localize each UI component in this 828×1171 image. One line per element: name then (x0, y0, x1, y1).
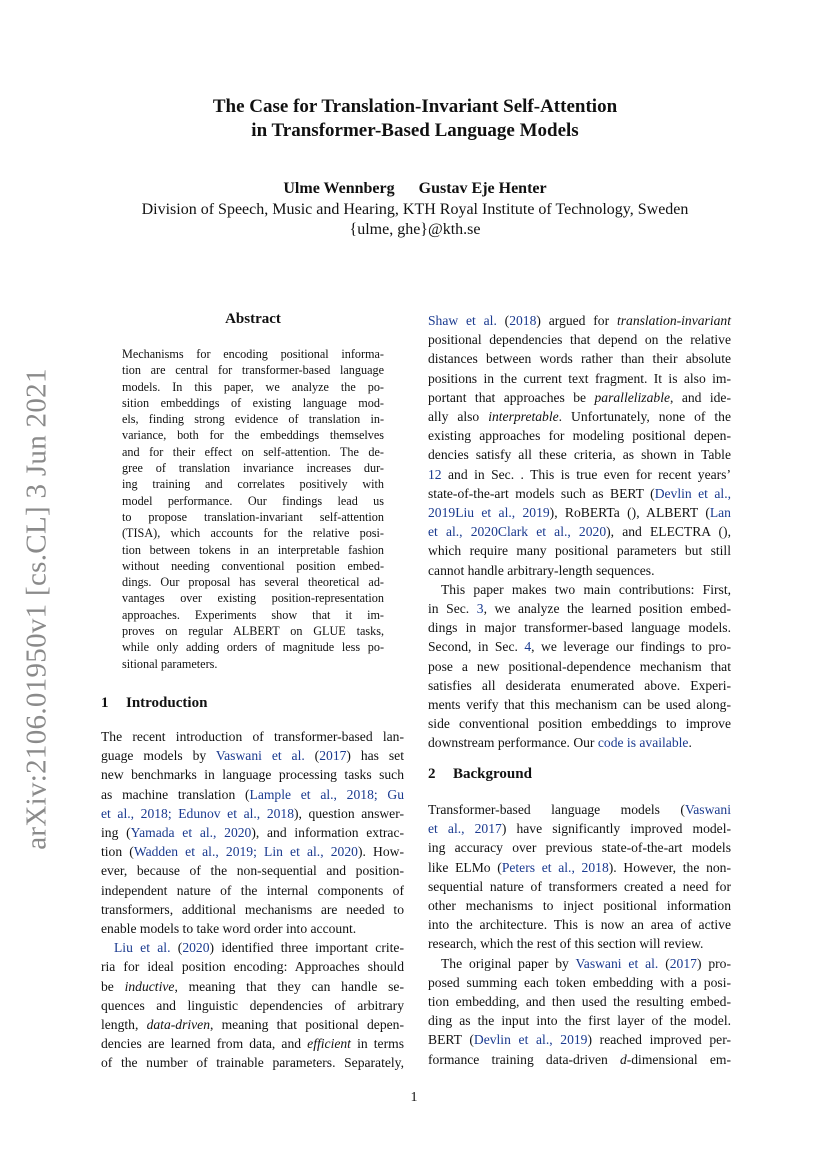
text-line (101, 1053, 404, 1072)
text-line (101, 881, 404, 900)
text-span: of the number of trainable parameters. Separately, (101, 1055, 404, 1071)
text-line (101, 746, 404, 765)
text-line (428, 992, 731, 1011)
text-line (428, 1011, 731, 1030)
text-line (428, 561, 731, 580)
abstract-line: tion between tokens in an interpretable fashion (122, 542, 384, 557)
text-line (428, 954, 731, 973)
text-line (428, 580, 731, 599)
text-span: ), question answer- (294, 805, 405, 821)
text-span: The recent introduction of transformer-based lan- (101, 729, 404, 744)
text-span: research, which the rest of this section will review. (428, 936, 704, 952)
title-line-1: The Case for Translation-Invariant Self-Attention (212, 96, 618, 117)
emphasis-text: inductive (124, 978, 175, 994)
citation-link[interactable]: Vaswani et al. (215, 748, 305, 764)
text-span: in Sec. (428, 601, 477, 617)
introduction-text-continued (428, 311, 731, 753)
text-span: . This is true even for recent years’ (520, 466, 731, 482)
text-line (428, 838, 731, 857)
text-span: tion embedding, and then used the resulting embed- (428, 994, 731, 1010)
text-line (428, 465, 731, 484)
abstract-line: vantages over existing position-representation (122, 591, 384, 606)
text-span: formance training data-driven (428, 1051, 620, 1067)
text-span: sequential nature of transformers created a need for (428, 878, 731, 894)
text-span: , we leverage our findings to pro- (531, 639, 731, 655)
citation-link[interactable]: 2 (434, 466, 442, 482)
abstract-line: dings. Our proposal has several theoretical ad- (122, 575, 384, 590)
text-span: ments verify that this mechanism can be used along- (428, 697, 731, 713)
text-span: . (688, 735, 692, 751)
text-span: , we analyze the learned position embed- (483, 601, 731, 617)
text-span: The original paper by (441, 955, 576, 971)
text-span: and in Sec. (441, 466, 521, 482)
text-line (428, 819, 731, 838)
text-line (428, 637, 731, 656)
text-span: other mechanisms to inject positional information (428, 898, 731, 914)
text-line (428, 1050, 731, 1069)
text-span: in terms (350, 1036, 404, 1052)
text-span: positional dependencies that depend on the relative (428, 332, 731, 348)
text-line (428, 330, 731, 349)
text-line (428, 503, 731, 522)
citation-link[interactable]: 2017 (319, 748, 347, 764)
text-span: side conventional position embeddings to improve (428, 716, 731, 732)
text-line (428, 695, 731, 714)
text-span: ( (170, 940, 183, 956)
section-1-heading (101, 695, 207, 712)
text-span: ( (496, 313, 510, 328)
text-span: ), (723, 524, 731, 540)
text-span: satisfies all desiderata enumerated above. Experi- (428, 677, 731, 693)
text-span: ria for ideal position encoding: Approaches should (101, 959, 404, 975)
emphasis-text: translation-invariant (616, 313, 731, 328)
citation-link[interactable]: Devlin et al., 2019 (473, 1032, 588, 1048)
text-span: length, (101, 1017, 147, 1033)
text-span: downstream performance. Our (428, 735, 598, 751)
abstract-line: and for their effect on self-attention. The de- (122, 444, 384, 459)
citation-link[interactable]: 4 (524, 639, 532, 655)
text-line (101, 785, 404, 804)
text-span: quences and linguistic dependencies of arbitrary (101, 997, 404, 1013)
citation-link[interactable]: Liu et al., 2019 (455, 505, 550, 521)
title-line-2: in Transformer-Based Language Models (251, 120, 579, 141)
text-span: like ELMo ( (428, 859, 502, 875)
text-line (428, 349, 731, 368)
text-span: ing accuracy over previous state-of-the-art models (428, 840, 731, 856)
text-span: ), ALBERT ( (631, 505, 710, 521)
text-span: as machine translation ( (101, 786, 250, 802)
text-span: ( (658, 955, 670, 971)
text-span: be (101, 978, 125, 994)
abstract-line: sitional parameters. (122, 656, 218, 671)
citation-link[interactable]: Clark et al., 2020 (497, 524, 607, 540)
abstract-line: without needing conventional position embed- (122, 558, 384, 573)
text-span: enable models to take word order into account. (101, 921, 357, 937)
citation-link[interactable]: 1 (428, 466, 435, 482)
text-span: new benchmarks in language processing tasks such (101, 767, 404, 783)
text-span: BERT ( (428, 1032, 474, 1048)
authors: Ulme Wennberg Gustav Eje Henter (283, 180, 547, 197)
citation-link[interactable]: Devlin et al., (654, 485, 732, 501)
text-span: , meaning that positional depen- (210, 1017, 404, 1033)
abstract-line: Mechanisms for encoding positional informa- (122, 347, 384, 361)
abstract-line: while only adding orders of magnitude less po- (122, 640, 384, 655)
emphasis-text: interpretable (488, 409, 559, 425)
text-span: ) pro- (696, 955, 731, 971)
text-span: ally also (428, 409, 489, 425)
citation-link[interactable]: Lan (709, 505, 731, 521)
abstract-line: sition embeddings of existing language mod- (122, 395, 384, 410)
text-line (428, 973, 731, 992)
text-line (428, 657, 731, 676)
text-line (101, 842, 404, 861)
text-line (101, 919, 404, 938)
text-line (428, 445, 731, 464)
text-line (428, 541, 731, 560)
text-span: ), and information extrac- (251, 825, 405, 841)
citation-link[interactable]: 2019 (428, 505, 456, 521)
section-number: 2 (428, 766, 436, 782)
text-span: Second, in Sec. (428, 639, 525, 655)
text-span: ) has set (346, 748, 404, 764)
citation-link[interactable]: et al., 2017 (428, 821, 502, 837)
text-span: ), RoBERTa ( (549, 505, 632, 521)
text-span: ever, because of the non-sequential and position- (101, 863, 404, 879)
text-line (428, 484, 731, 503)
text-span: ) have significantly improved model- (501, 821, 732, 837)
text-span: dings in major transformer-based language models. (428, 620, 731, 636)
abstract-line: approaches. Experiments show that it im- (122, 607, 384, 622)
abstract-line: proves on regular ALBERT on GLUE tasks, (122, 624, 384, 639)
abstract-line: gree of translation invariance increases dur- (122, 461, 384, 476)
text-line (101, 1034, 404, 1053)
text-line (428, 915, 731, 934)
text-span: , meaning that they can handle se- (174, 978, 404, 994)
emphasis-text: data-driven (146, 1017, 211, 1033)
text-line (101, 996, 404, 1015)
text-line (101, 727, 404, 746)
abstract-line: tion are central for transformer-based language (122, 363, 384, 378)
text-line (101, 804, 404, 823)
text-line (428, 522, 731, 541)
citation-link[interactable]: code is available (597, 735, 689, 751)
text-span: This paper makes two main contributions: First, (441, 581, 731, 597)
text-line (101, 765, 404, 784)
abstract-line: ing training and correlates positively with (122, 477, 384, 492)
citation-link[interactable]: Wadden et al., 2019; Lin et al., 2020 (133, 844, 358, 860)
text-line (428, 733, 731, 752)
text-span: ) argued for (536, 313, 617, 328)
text-span: distances between words rather than their absolute (428, 351, 731, 367)
text-line (428, 800, 731, 819)
citation-link[interactable]: Liu et al. (114, 940, 171, 956)
affiliation: Division of Speech, Music and Hearing, KTH Royal Institute of Technology, Sweden (141, 201, 689, 218)
text-line (428, 877, 731, 896)
section-2-heading (428, 766, 532, 783)
abstract-heading: Abstract (225, 311, 281, 327)
abstract-line: variance, both for the embeddings themselves (122, 428, 384, 443)
text-line (428, 388, 731, 407)
citation-link[interactable]: Lample et al., 2018; Gu (249, 786, 404, 802)
text-span: positions in the current text fragment. It is also im- (428, 370, 731, 386)
section-title: Background (453, 766, 532, 782)
text-span: . Unfortunately, none of the (558, 409, 731, 425)
citation-link[interactable]: et al., 2020 (428, 524, 498, 540)
text-span: ). How- (357, 844, 404, 860)
text-span: ), and ELECTRA ( (606, 524, 724, 540)
text-line (428, 599, 731, 618)
citation-link[interactable]: Vaswani et al. (575, 955, 659, 971)
text-span: ing ( (101, 825, 131, 841)
text-span: ) reached improved per- (587, 1032, 731, 1048)
text-span: dencies are learned from data, and (101, 1036, 308, 1052)
citation-link[interactable]: 2018 (509, 313, 537, 328)
text-span: posed summing each token embedding with a posi- (428, 974, 731, 990)
text-line (428, 311, 731, 330)
text-line (428, 858, 731, 877)
text-line (101, 900, 404, 919)
text-line (428, 369, 731, 388)
text-line (428, 896, 731, 915)
text-line (101, 1015, 404, 1034)
text-span: Transformer-based language models ( (428, 802, 685, 817)
abstract-line: (TISA), which accounts for the relative posi- (122, 526, 384, 541)
citation-link[interactable]: Yamada et al., 2020 (130, 825, 252, 841)
text-span: tion ( (101, 844, 134, 860)
citation-link[interactable]: 2020 (182, 940, 210, 956)
text-span: -dimensional em- (626, 1051, 731, 1067)
text-line (428, 618, 731, 637)
abstract-line: to propose translation-invariant self-attention (122, 509, 384, 524)
section-title: Introduction (126, 695, 208, 711)
text-line (428, 676, 731, 695)
abstract-line: models. In this paper, we analyze the po- (122, 379, 384, 394)
text-span: which require many positional parameters but still (428, 543, 731, 559)
citation-link[interactable]: Shaw et al. (428, 313, 497, 328)
text-span: , and ide- (670, 389, 731, 405)
citation-link[interactable]: Vaswani (684, 802, 731, 817)
background-text (428, 800, 731, 1069)
text-span: state-of-the-art models such as BERT ( (428, 485, 655, 501)
arxiv-identifier-text: arXiv:2106.01950v1 [cs.CL] 3 Jun 2021 (20, 368, 53, 850)
text-span: ). However, the non- (608, 859, 731, 875)
abstract-body (122, 346, 384, 672)
text-span: ) identified three important crite- (209, 940, 404, 956)
emphasis-text: d (619, 1051, 627, 1067)
introduction-text (101, 727, 404, 1073)
text-span: dencies satisfy all these criteria, as shown in Table (428, 447, 731, 463)
emphasis-text: efficient (307, 1036, 351, 1052)
text-span: into the architecture. This is now an area of active (428, 917, 731, 933)
text-line (101, 977, 404, 996)
citation-link[interactable]: 2017 (669, 955, 697, 971)
arxiv-identifier (6, 368, 68, 850)
email: {ulme, ghe}@kth.se (349, 221, 481, 238)
citation-link[interactable]: Peters et al., 2018 (501, 859, 609, 875)
abstract-line: els, finding strong evidence of translation in- (122, 412, 384, 427)
text-line (428, 714, 731, 733)
text-line (428, 407, 731, 426)
text-line (428, 426, 731, 445)
text-span: portant that approaches be (428, 389, 595, 405)
text-span: pose a new positional-dependence mechanism that (428, 658, 731, 674)
text-span: guage models by (101, 748, 216, 764)
text-line (101, 823, 404, 842)
abstract-line: model performance. Our findings lead us (122, 493, 384, 508)
emphasis-text: parallelizable (594, 389, 671, 405)
citation-link[interactable]: 3 (476, 601, 484, 617)
page-number: 1 (410, 1090, 418, 1105)
text-span: existing approaches for modeling positional depen- (428, 428, 731, 444)
section-number: 1 (101, 695, 109, 711)
text-span: ( (304, 748, 320, 764)
text-span: transformers, additional mechanisms are needed to (101, 901, 404, 917)
paper-title (100, 95, 730, 143)
text-line (101, 957, 404, 976)
text-line (101, 938, 404, 957)
text-span: cannot handle arbitrary-length sequences. (428, 562, 655, 578)
citation-link[interactable]: et al., 2018; Edunov et al., 2018 (101, 805, 295, 821)
text-line (428, 934, 731, 953)
text-span: ding as the input into the first layer of the model. (428, 1013, 731, 1029)
text-span: independent nature of the internal components of (101, 882, 404, 898)
text-line (428, 1030, 731, 1049)
text-line (101, 861, 404, 880)
